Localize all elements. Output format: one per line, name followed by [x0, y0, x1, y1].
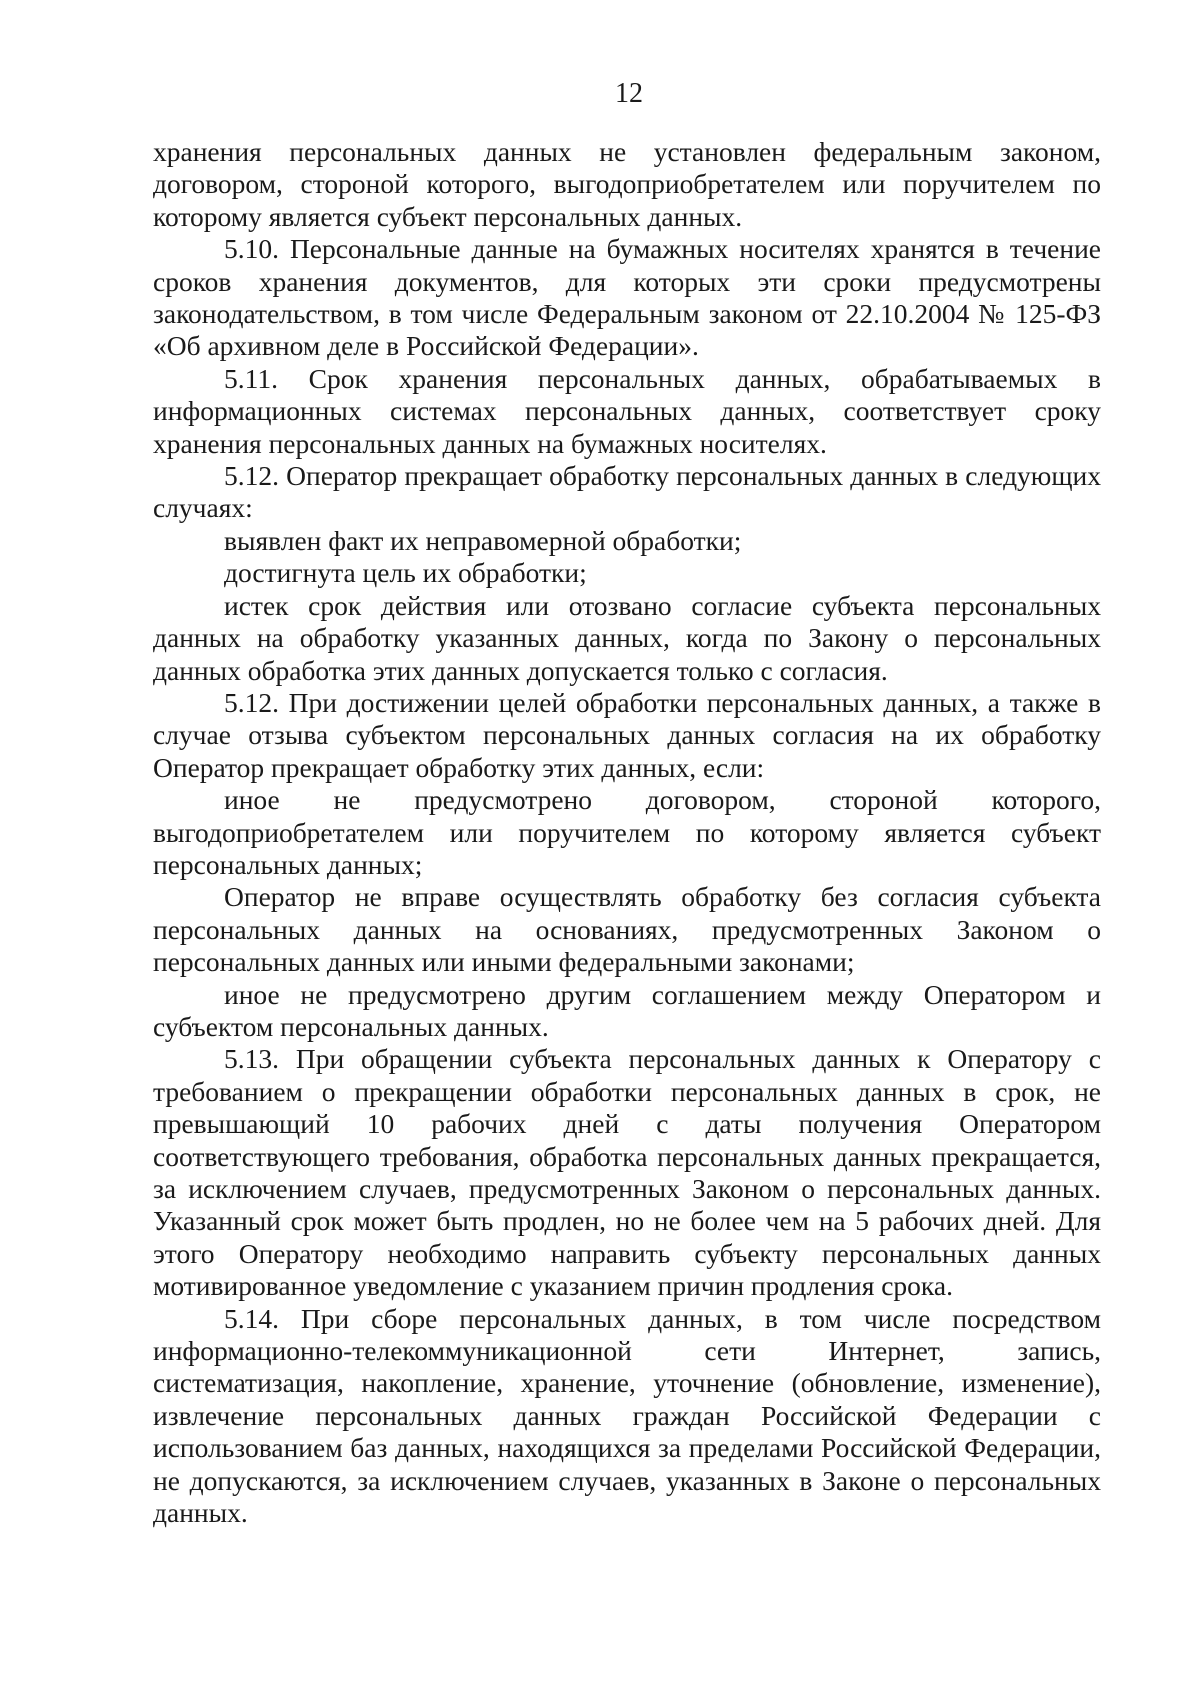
paragraph-5-14: 5.14. При сборе персональных данных, в том числе посредством информационно-телекоммуникационной сети Интернет, запись, систематизация, накопление, хранение, уточнение (обновление, изменение), извлечение персональных данных граждан Российской Федерации с использованием баз данных, находящихся за пределами Российской Федерации, не допускаются, за исключением случаев, указанных в Законе о персональных данных. [153, 1302, 1101, 1529]
list-item: выявлен факт их неправомерной обработки; [224, 524, 742, 556]
list-item: Оператор не вправе осуществлять обработку без согласия субъекта персональных данных на основаниях, предусмотренных Законом о персональных данных или иными федеральными законами; [153, 881, 1101, 978]
paragraph-continuation: хранения персональных данных не установлен федеральным законом, договором, стороной которого, выгодоприобретателем или поручителем по которому является субъект персональных данных. [153, 136, 1101, 232]
paragraph-5-10: 5.10. Персональные данные на бумажных носителях хранятся в течение сроков хранения документов, для которых эти сроки предусмотрены законодательством, в том числе Федеральным законом от 22.10.2004 № 125-ФЗ «Об архивном деле в Российской Федерации». [153, 233, 1101, 362]
paragraph-5-12: 5.12. Оператор прекращает обработку персональных данных в следующих случаях: [153, 460, 1101, 524]
paragraph-5-11: 5.11. Срок хранения персональных данных, обрабатываемых в информационных системах персональных данных, соответствует сроку хранения персональных данных на бумажных носителях. [153, 362, 1101, 459]
list-item: истек срок действия или отозвано согласие субъекта персональных данных на обработку указанных данных, когда по Закону о персональных данных обработка этих данных допускается только с согласия. [153, 589, 1101, 686]
document-body [153, 136, 1101, 1529]
page-number: 12 [615, 78, 643, 109]
list-item: достигнута цель их обработки; [224, 557, 587, 589]
paragraph-5-12-second: 5.12. При достижении целей обработки персональных данных, а также в случае отзыва субъектом персональных данных согласия на их обработку Оператор прекращает обработку этих данных, если: [153, 686, 1101, 783]
list-item: иное не предусмотрено другим соглашением между Оператором и субъектом персональных данных. [153, 978, 1101, 1042]
paragraph-5-13: 5.13. При обращении субъекта персональных данных к Оператору с требованием о прекращении обработки персональных данных в срок, не превышающий 10 рабочих дней с даты получения Оператором соответствующего требования, обработка персональных данных прекращается, за исключением случаев, предусмотренных Законом о персональных данных. Указанный срок может быть продлен, но не более чем на 5 рабочих дней. Для этого Оператору необходимо направить субъекту персональных данных мотивированное уведомление с указанием причин продления срока. [153, 1043, 1101, 1302]
list-item: иное не предусмотрено договором, стороной которого, выгодоприобретателем или поручителем по которому является субъект персональных данных; [153, 784, 1101, 880]
